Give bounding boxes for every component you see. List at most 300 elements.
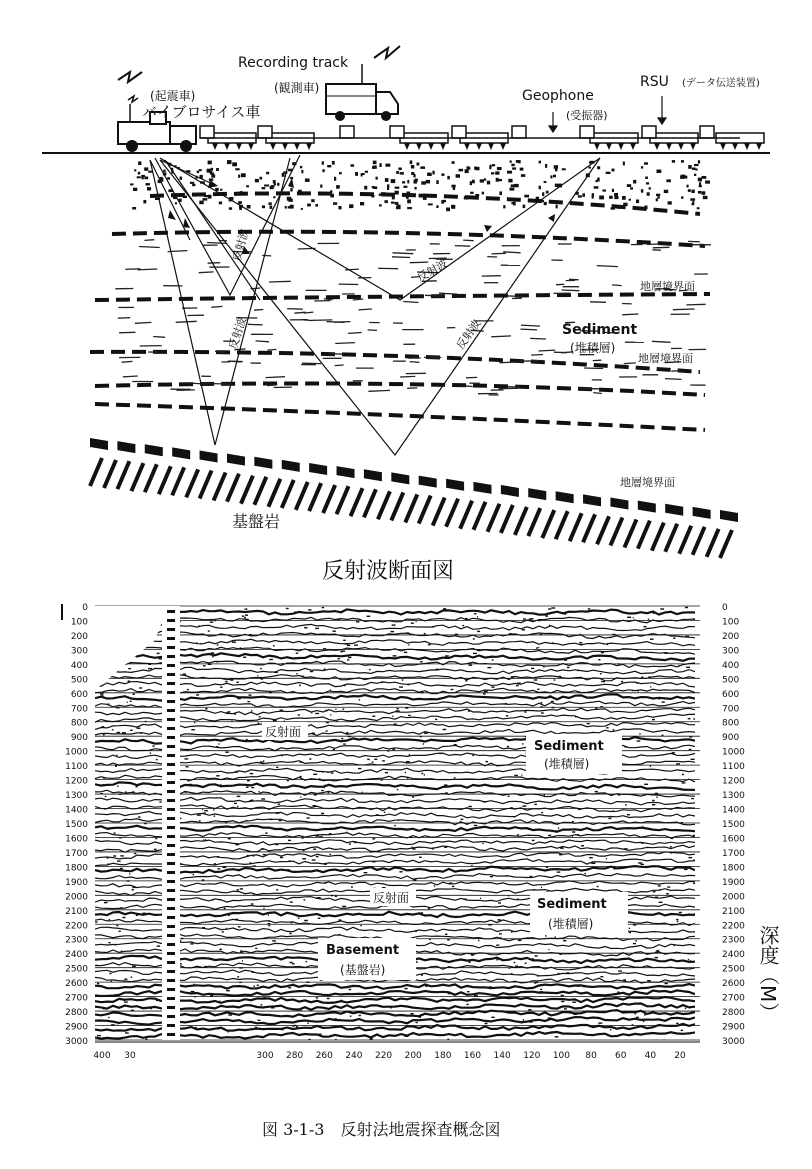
rsu-box xyxy=(700,126,714,138)
gravel-dot xyxy=(407,207,412,209)
trace-speckle xyxy=(435,719,437,720)
basement-block xyxy=(501,485,519,497)
trace-speckle xyxy=(134,853,136,854)
right-depth-tick: 1900 xyxy=(722,877,745,888)
trace-speckle xyxy=(443,608,446,609)
trace-speckle xyxy=(186,766,189,767)
gravel-dot xyxy=(277,183,279,186)
boundary-label-1: 地層境界面 xyxy=(640,280,695,293)
gravel-dot xyxy=(376,177,378,180)
basement-hatch xyxy=(528,508,540,536)
left-depth-tick: 400 xyxy=(70,660,88,671)
trace-speckle xyxy=(225,752,229,753)
gravel-dot xyxy=(694,174,696,176)
gravel-dot xyxy=(487,181,490,185)
gravel-dot xyxy=(484,178,486,180)
gravel-dot xyxy=(132,207,136,210)
trace-speckle xyxy=(296,1026,298,1027)
sediment-dash xyxy=(652,341,671,342)
trace-speckle xyxy=(483,693,486,694)
gravel-dot xyxy=(266,172,269,175)
trace-speckle xyxy=(517,899,520,900)
trace-speckle xyxy=(405,772,406,773)
left-depth-tick: 600 xyxy=(70,689,88,700)
trace-speckle xyxy=(148,664,151,665)
gravel-dot xyxy=(414,187,416,190)
right-depth-tick: 400 xyxy=(722,660,740,671)
left-depth-tick: 3000 xyxy=(65,1037,88,1047)
gravel-dot xyxy=(235,168,239,170)
reflected-wave-label-3: 反射波 xyxy=(226,315,250,351)
gravel-dot xyxy=(515,184,519,187)
trace-speckle xyxy=(532,958,534,959)
basement-block xyxy=(528,488,546,500)
trace-speckle xyxy=(231,721,232,722)
sediment-dash xyxy=(584,368,603,369)
geophone-spike xyxy=(666,143,672,150)
trace-speckle xyxy=(309,758,311,759)
gravel-dot xyxy=(360,202,364,205)
trace-speckle xyxy=(523,618,526,619)
trace-speckle xyxy=(693,860,696,861)
gravel-dot xyxy=(385,178,389,182)
trace-speckle xyxy=(185,791,188,792)
seismic-trace xyxy=(95,845,695,852)
gravel-dot xyxy=(288,199,292,202)
x-axis-tick: 300 xyxy=(256,1051,274,1061)
basement-hatch xyxy=(145,464,157,492)
sediment-dash xyxy=(324,299,333,300)
gravel-dot xyxy=(339,172,342,174)
trace-speckle xyxy=(407,684,410,685)
trace-speckle xyxy=(689,857,693,858)
gravel-dot xyxy=(649,187,651,189)
seismic-section xyxy=(62,603,780,1061)
sediment-dash xyxy=(653,247,670,248)
gap-tick xyxy=(167,745,175,748)
trace-speckle xyxy=(610,1029,611,1030)
trace-speckle xyxy=(290,901,293,902)
trace-speckle xyxy=(271,1007,275,1008)
trace-speckle xyxy=(514,775,518,776)
gravel-dot xyxy=(441,201,444,204)
basement-block xyxy=(665,504,683,516)
trace-speckle xyxy=(122,917,125,918)
trace-speckle xyxy=(641,864,644,865)
gravel-dot xyxy=(520,168,524,171)
trace-speckle xyxy=(266,656,268,657)
trace-speckle xyxy=(474,995,478,996)
geophone-spike xyxy=(690,143,696,150)
seismic-trace xyxy=(95,797,695,805)
geophone-spike xyxy=(630,143,636,150)
trace-speckle xyxy=(254,986,255,987)
gravel-dot xyxy=(227,160,232,164)
trace-speckle xyxy=(216,661,218,662)
trace-speckle xyxy=(489,986,492,987)
trace-speckle xyxy=(112,729,114,730)
trace-speckle xyxy=(685,636,689,637)
trace-speckle xyxy=(346,732,348,733)
trace-speckle xyxy=(234,713,236,714)
left-depth-tick: 2700 xyxy=(65,993,88,1004)
trace-speckle xyxy=(95,921,97,922)
trace-speckle xyxy=(392,624,396,625)
right-depth-tick: 600 xyxy=(722,689,740,700)
trace-speckle xyxy=(324,882,326,883)
left-depth-tick: 500 xyxy=(70,675,88,686)
seismic-trace xyxy=(95,667,695,674)
gap-tick xyxy=(167,781,175,784)
trace-speckle xyxy=(317,897,321,898)
gravel-dot xyxy=(379,163,381,167)
trace-speckle xyxy=(281,755,283,756)
x-axis-tick: 400 xyxy=(93,1051,111,1061)
trace-speckle xyxy=(251,710,252,711)
basement-hatch xyxy=(296,482,308,510)
trace-speckle xyxy=(627,617,631,618)
recording-truck-icon xyxy=(326,64,398,121)
boundary-line-2 xyxy=(112,232,705,246)
gravel-dot xyxy=(544,181,547,183)
trace-speckle xyxy=(214,815,216,816)
section-sediment-paren-1: (堆積層) xyxy=(544,757,590,771)
left-depth-tick: 1100 xyxy=(65,762,88,773)
trace-speckle xyxy=(392,749,395,750)
sediment-paren-label: (堆積層) xyxy=(570,341,616,355)
sediment-dash xyxy=(207,243,226,244)
gravel-dot xyxy=(301,170,303,173)
trace-speckle xyxy=(122,732,126,733)
trace-speckle xyxy=(326,722,329,723)
x-axis-tick: 240 xyxy=(345,1051,363,1061)
basement-hatch xyxy=(583,514,595,542)
trace-speckle xyxy=(157,945,160,946)
trace-speckle xyxy=(219,949,222,950)
geophone-spike xyxy=(488,143,494,150)
trace-speckle xyxy=(348,736,352,737)
basement-block xyxy=(200,451,218,463)
trace-speckle xyxy=(636,682,638,683)
trace-speckle xyxy=(522,629,525,630)
trace-speckle xyxy=(517,834,519,835)
trace-speckle xyxy=(246,739,248,740)
trace-speckle xyxy=(359,699,360,700)
basement-hatch xyxy=(638,521,650,549)
gravel-dot xyxy=(320,185,322,188)
geophone-spike xyxy=(606,143,612,150)
gravel-dot xyxy=(270,186,274,189)
trace-speckle xyxy=(682,774,684,775)
gravel-dot xyxy=(472,180,475,184)
trace-speckle xyxy=(407,777,409,778)
gravel-dot xyxy=(372,186,375,188)
basement-hatch xyxy=(405,494,417,522)
basement-hatch xyxy=(652,523,664,551)
trace-speckle xyxy=(511,676,515,677)
basement-block xyxy=(282,460,300,472)
gravel-dot xyxy=(436,180,438,184)
gravel-dot xyxy=(327,165,331,167)
gravel-dot xyxy=(497,167,502,170)
trace-speckle xyxy=(457,1025,460,1026)
gravel-dot xyxy=(208,161,212,165)
trace-speckle xyxy=(461,819,464,820)
trace-speckle xyxy=(415,931,417,932)
trace-speckle xyxy=(290,962,293,963)
gravel-dot xyxy=(647,192,650,196)
trace-speckle xyxy=(204,810,208,811)
sediment-dash xyxy=(393,253,414,254)
x-axis-tick: 30 xyxy=(124,1051,136,1061)
gap-tick xyxy=(167,718,175,721)
gravel-dot xyxy=(351,164,355,167)
boundary-line-3 xyxy=(95,294,710,300)
gravel-dot xyxy=(447,176,450,180)
sediment-dash xyxy=(268,349,277,350)
trace-speckle xyxy=(583,986,586,987)
trace-speckle xyxy=(444,784,448,785)
trace-speckle xyxy=(150,753,152,754)
trace-speckle xyxy=(637,690,638,691)
gravel-dot xyxy=(167,177,170,180)
trace-speckle xyxy=(301,676,304,677)
geophone-spike xyxy=(732,143,738,150)
trace-speckle xyxy=(643,1021,644,1022)
trace-speckle xyxy=(220,687,222,688)
sediment-dash xyxy=(209,384,230,385)
trace-speckle xyxy=(548,835,551,836)
rsu-box xyxy=(390,126,404,138)
gap-tick xyxy=(167,844,175,847)
trace-speckle xyxy=(349,843,351,844)
gravel-dot xyxy=(407,180,409,184)
trace-speckle xyxy=(313,849,316,850)
gap-tick xyxy=(167,952,175,955)
right-depth-tick: 2400 xyxy=(722,950,745,961)
gap-tick xyxy=(167,646,175,649)
gravel-dot xyxy=(400,172,404,175)
basement-hatch xyxy=(104,460,116,488)
trace-speckle xyxy=(128,668,131,669)
trace-speckle xyxy=(367,616,371,617)
trace-speckle xyxy=(522,805,526,806)
trace-speckle xyxy=(601,681,605,682)
left-depth-tick: 1700 xyxy=(65,848,88,859)
sediment-dash xyxy=(326,322,344,323)
trace-speckle xyxy=(465,680,467,681)
trace-speckle xyxy=(269,659,273,660)
trace-speckle xyxy=(325,785,327,786)
basement-block xyxy=(172,447,190,459)
gravel-dot xyxy=(137,176,141,178)
right-depth-tick: 1200 xyxy=(722,776,745,787)
sediment-dash xyxy=(287,309,303,310)
right-depth-tick: 100 xyxy=(722,617,740,628)
trace-speckle xyxy=(636,1017,639,1018)
trace-speckle xyxy=(689,749,692,750)
gravel-dot xyxy=(465,169,469,173)
sediment-dash xyxy=(118,318,130,319)
trace-speckle xyxy=(465,618,468,619)
basement-hatch xyxy=(419,496,431,524)
geophone-spike xyxy=(744,143,750,150)
basement-hatch xyxy=(254,477,266,505)
gap-tick xyxy=(167,1033,175,1036)
trace-speckle xyxy=(621,681,623,682)
sediment-dash xyxy=(215,351,225,352)
basement-block xyxy=(473,482,491,494)
gravel-dot xyxy=(419,194,423,198)
trace-speckle xyxy=(416,621,417,622)
trace-speckle xyxy=(292,963,295,964)
trace-speckle xyxy=(693,718,696,719)
trace-speckle xyxy=(284,721,285,722)
geophone-spike xyxy=(440,143,446,150)
gravel-dot xyxy=(333,202,337,205)
trace-speckle xyxy=(449,883,453,884)
sediment-dash xyxy=(507,296,523,297)
gravel-dot xyxy=(163,170,165,172)
trace-speckle xyxy=(564,1019,568,1020)
gravel-dot xyxy=(420,166,425,169)
trace-speckle xyxy=(468,962,470,963)
trace-speckle xyxy=(307,817,310,818)
trace-speckle xyxy=(292,691,293,692)
trace-speckle xyxy=(137,728,141,729)
trace-speckle xyxy=(252,972,254,973)
geophone-spike xyxy=(236,143,242,150)
right-depth-tick: 1800 xyxy=(722,863,745,874)
trace-speckle xyxy=(226,712,228,713)
trace-speckle xyxy=(600,673,602,674)
trace-speckle xyxy=(625,804,627,805)
trace-speckle xyxy=(455,634,458,635)
trace-speckle xyxy=(103,778,105,779)
trace-speckle xyxy=(228,1031,229,1032)
gravel-dot xyxy=(311,199,314,202)
x-axis-tick: 20 xyxy=(674,1051,686,1061)
trace-speckle xyxy=(191,729,195,730)
gravel-dot xyxy=(395,191,399,195)
trace-speckle xyxy=(679,912,682,913)
rsu-box xyxy=(200,126,214,138)
trace-speckle xyxy=(220,784,222,785)
trace-speckle xyxy=(239,967,243,968)
trace-speckle xyxy=(480,898,481,899)
gravel-dot xyxy=(688,165,692,169)
trace-speckle xyxy=(97,1035,101,1036)
trace-speckle xyxy=(428,644,431,645)
seismic-trace xyxy=(95,653,695,661)
gravel-dot xyxy=(255,179,259,183)
trace-speckle xyxy=(208,664,212,665)
left-depth-tick: 800 xyxy=(70,718,88,729)
right-depth-tick: 700 xyxy=(722,704,740,715)
trace-speckle xyxy=(652,800,655,801)
gravel-dot xyxy=(209,178,213,181)
trace-speckle xyxy=(123,1000,125,1001)
trace-speckle xyxy=(559,954,561,955)
rsu-box xyxy=(580,126,594,138)
trace-speckle xyxy=(555,937,557,938)
left-depth-tick: 2600 xyxy=(65,979,88,990)
seismic-trace xyxy=(95,1024,695,1031)
section-title: 反射波断面図 xyxy=(322,559,455,584)
trace-speckle xyxy=(309,650,310,651)
trace-speckle xyxy=(202,927,205,928)
trace-speckle xyxy=(454,744,457,745)
trace-speckle xyxy=(544,795,546,796)
trace-speckle xyxy=(294,1025,297,1026)
trace-speckle xyxy=(341,738,343,739)
trace-speckle xyxy=(234,803,237,804)
trace-speckle xyxy=(100,693,104,694)
gravel-dot xyxy=(403,186,407,188)
gravel-dot xyxy=(499,191,502,195)
trace-speckle xyxy=(487,667,491,668)
trace-speckle xyxy=(330,690,331,691)
trace-speckle xyxy=(468,710,470,711)
trace-speckle xyxy=(658,698,660,699)
trace-speckle xyxy=(111,981,112,982)
trace-speckle xyxy=(225,681,227,682)
rsu-box xyxy=(340,126,354,138)
survey-schematic xyxy=(42,46,770,584)
trace-speckle xyxy=(624,746,627,747)
sediment-dash xyxy=(439,293,457,294)
trace-speckle xyxy=(637,740,641,741)
basement-label: Basement xyxy=(326,943,400,958)
trace-speckle xyxy=(119,931,121,932)
trace-speckle xyxy=(682,1004,685,1005)
trace-speckle xyxy=(268,921,269,922)
trace-speckle xyxy=(404,652,407,653)
trace-speckle xyxy=(145,721,147,722)
trace-speckle xyxy=(124,1001,128,1002)
trace-speckle xyxy=(670,846,672,847)
trace-speckle xyxy=(263,997,265,998)
rsu-box xyxy=(452,126,466,138)
trace-speckle xyxy=(303,1016,305,1017)
trace-speckle xyxy=(398,820,399,821)
sediment-dash xyxy=(400,376,415,377)
trace-speckle xyxy=(424,633,426,634)
x-axis-tick: 120 xyxy=(523,1051,541,1061)
section-sediment-paren-2: (堆積層) xyxy=(548,917,594,931)
trace-speckle xyxy=(247,855,249,856)
trace-speckle xyxy=(525,963,527,964)
basement-hatch xyxy=(679,526,691,554)
trace-speckle xyxy=(144,823,147,824)
trace-speckle xyxy=(528,835,530,836)
trace-speckle xyxy=(452,886,454,887)
trace-speckle xyxy=(346,832,347,833)
trace-speckle xyxy=(307,842,310,843)
trace-speckle xyxy=(520,1022,523,1023)
basement-hatch xyxy=(117,461,129,489)
trace-speckle xyxy=(629,932,631,933)
gap-tick xyxy=(167,934,175,937)
sediment-dash xyxy=(139,247,160,248)
trace-speckle xyxy=(319,1034,322,1035)
trace-speckle xyxy=(693,835,696,836)
trace-speckle xyxy=(156,1000,160,1001)
sediment-dash xyxy=(562,290,580,291)
trace-speckle xyxy=(530,876,533,877)
trace-speckle xyxy=(653,717,654,718)
trace-speckle xyxy=(222,867,226,868)
